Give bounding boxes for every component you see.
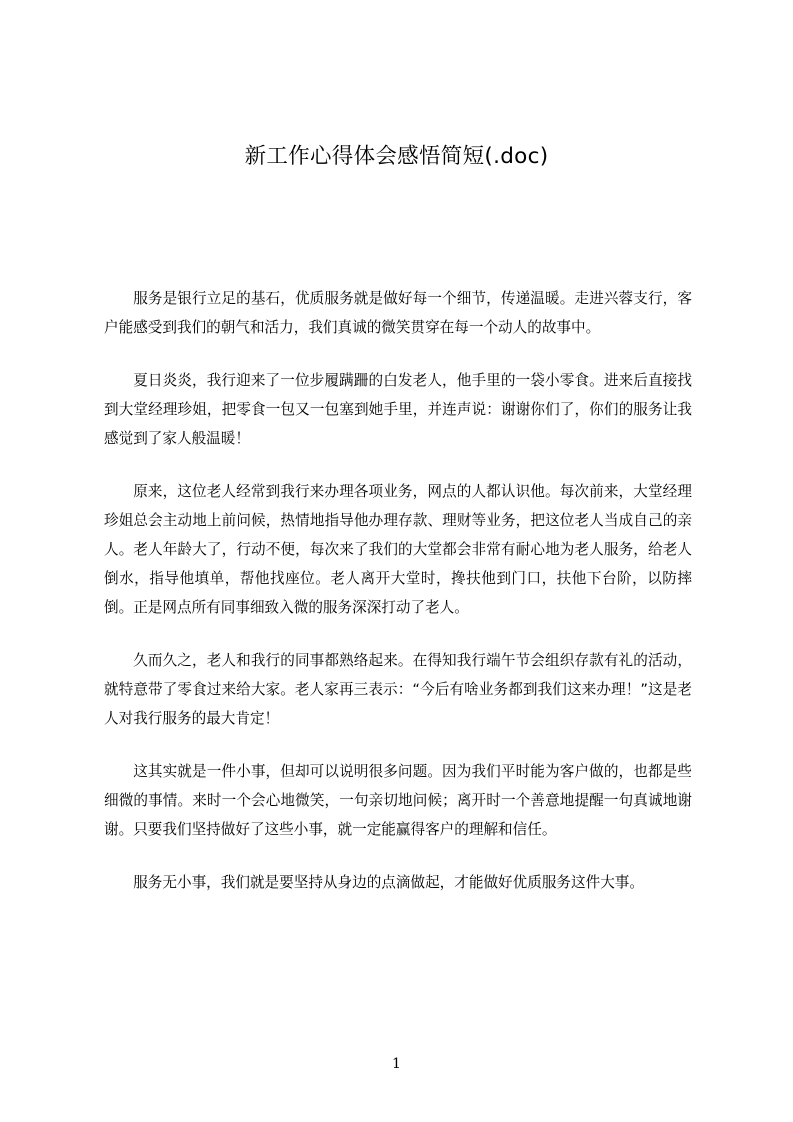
paragraph-1: 服务是银行立足的基石，优质服务就是做好每一个细节，传递温暖。走进兴蓉支行，客户能感受到我们的朝气和活力，我们真诚的微笑贯穿在每一个动人的故事中。 xyxy=(104,290,692,336)
paragraph-5: 这其实就是一件小事，但却可以说明很多问题。因为我们平时能为客户做的，也都是些细微的事情。来时一个会心地微笑，一句亲切地问候；离开时一个善意地提醒一句真诚地谢谢。只要我们坚持做好了这些小事，就一定能赢得客户的理解和信任。 xyxy=(104,763,692,838)
page-number: 1 xyxy=(392,1056,401,1072)
paragraph-2: 夏日炎炎，我行迎来了一位步履蹒跚的白发老人，他手里的一袋小零食。进来后直接找到大堂经理珍姐，把零食一包又一包塞到她手里，并连声说：谢谢你们了，你们的服务让我感觉到了家人般温暖！ xyxy=(104,372,692,447)
paragraph-6: 服务无小事，我们就是要坚持从身边的点滴做起，才能做好优质服务这件大事。 xyxy=(133,874,644,891)
document-body xyxy=(104,284,692,897)
paragraph-4: 久而久之，老人和我行的同事都熟络起来。在得知我行端午节会组织存款有礼的活动，就特意带了零食过来给大家。老人家再三表示：“今后有啥业务都到我们这来办理！”这是老人对我行服务的最大肯定！ xyxy=(104,652,692,727)
paragraph-3: 原来，这位老人经常到我行来办理各项业务，网点的人都认识他。每次前来，大堂经理珍姐总会主动地上前问候，热情地指导他办理存款、理财等业务，把这位老人当成自己的亲人。老人年龄大了，行动不便，每次来了我们的大堂都会非常有耐心地为老人服务，给老人倒水，指导他填单，帮他找座位。老人离开大堂时，搀扶他到门口，扶他下台阶，以防摔倒。正是网点所有同事细致入微的服务深深打动了老人。 xyxy=(104,483,692,616)
document-title: 新工作心得体会感悟简短(.doc) xyxy=(244,144,549,169)
